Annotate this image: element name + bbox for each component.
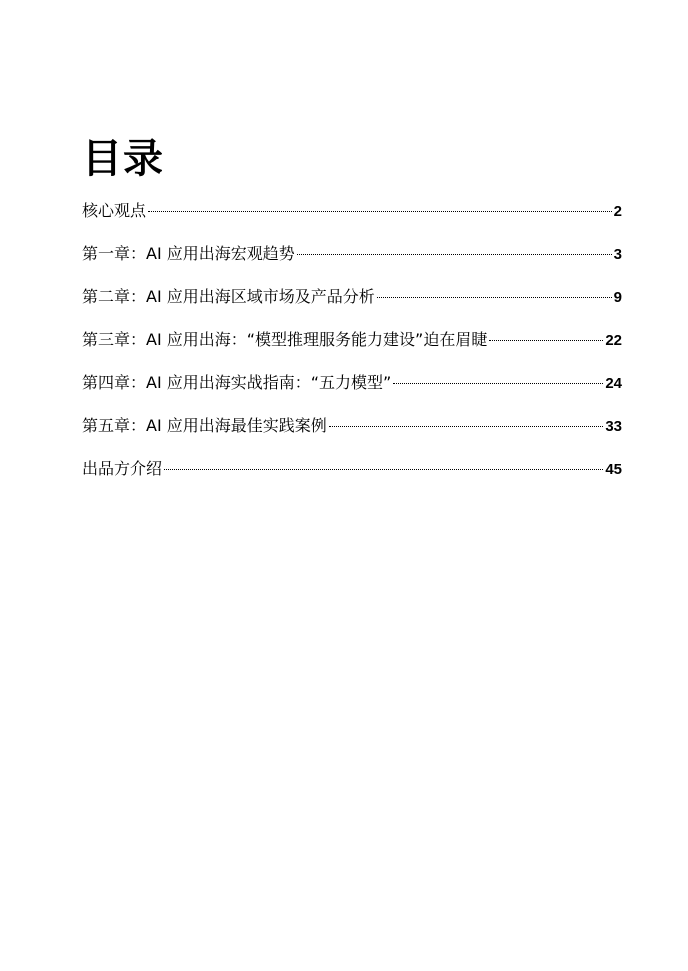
toc-dot-leader bbox=[393, 383, 603, 384]
toc-dot-leader bbox=[489, 340, 603, 341]
toc-page-number: 22 bbox=[605, 332, 622, 349]
toc-entry-title: 出品方介绍 bbox=[82, 459, 163, 478]
toc-entry-title: 第五章：AI 应用出海最佳实践案例 bbox=[82, 416, 327, 435]
toc-dot-leader bbox=[329, 426, 604, 427]
table-of-contents bbox=[82, 197, 622, 498]
toc-page-number: 45 bbox=[605, 461, 622, 478]
toc-entry-title: 核心观点 bbox=[82, 201, 147, 220]
toc-entry-core-views[interactable] bbox=[82, 197, 622, 240]
toc-entry-chapter-3[interactable] bbox=[82, 326, 622, 369]
toc-entry-chapter-1[interactable] bbox=[82, 240, 622, 283]
toc-entry-publisher-intro[interactable] bbox=[82, 455, 622, 498]
toc-entry-chapter-2[interactable] bbox=[82, 283, 622, 326]
toc-entry-title: 第三章：AI 应用出海：“模型推理服务能力建设”迫在眉睫 bbox=[82, 330, 488, 349]
toc-page-number: 33 bbox=[605, 418, 622, 435]
toc-entry-title: 第四章：AI 应用出海实战指南：“五力模型” bbox=[82, 373, 392, 392]
toc-dot-leader bbox=[377, 297, 612, 298]
toc-dot-leader bbox=[297, 254, 612, 255]
toc-page-number: 9 bbox=[613, 289, 622, 306]
toc-entry-chapter-4[interactable] bbox=[82, 369, 622, 412]
toc-page-number: 2 bbox=[613, 203, 622, 220]
toc-entry-chapter-5[interactable] bbox=[82, 412, 622, 455]
toc-dot-leader bbox=[148, 211, 612, 212]
toc-entry-title: 第一章：AI 应用出海宏观趋势 bbox=[82, 244, 295, 263]
toc-entry-title: 第二章：AI 应用出海区域市场及产品分析 bbox=[82, 287, 375, 306]
toc-page-number: 24 bbox=[605, 375, 622, 392]
page-title: 目录 bbox=[82, 136, 164, 182]
toc-page-number: 3 bbox=[613, 246, 622, 263]
toc-dot-leader bbox=[164, 469, 603, 470]
